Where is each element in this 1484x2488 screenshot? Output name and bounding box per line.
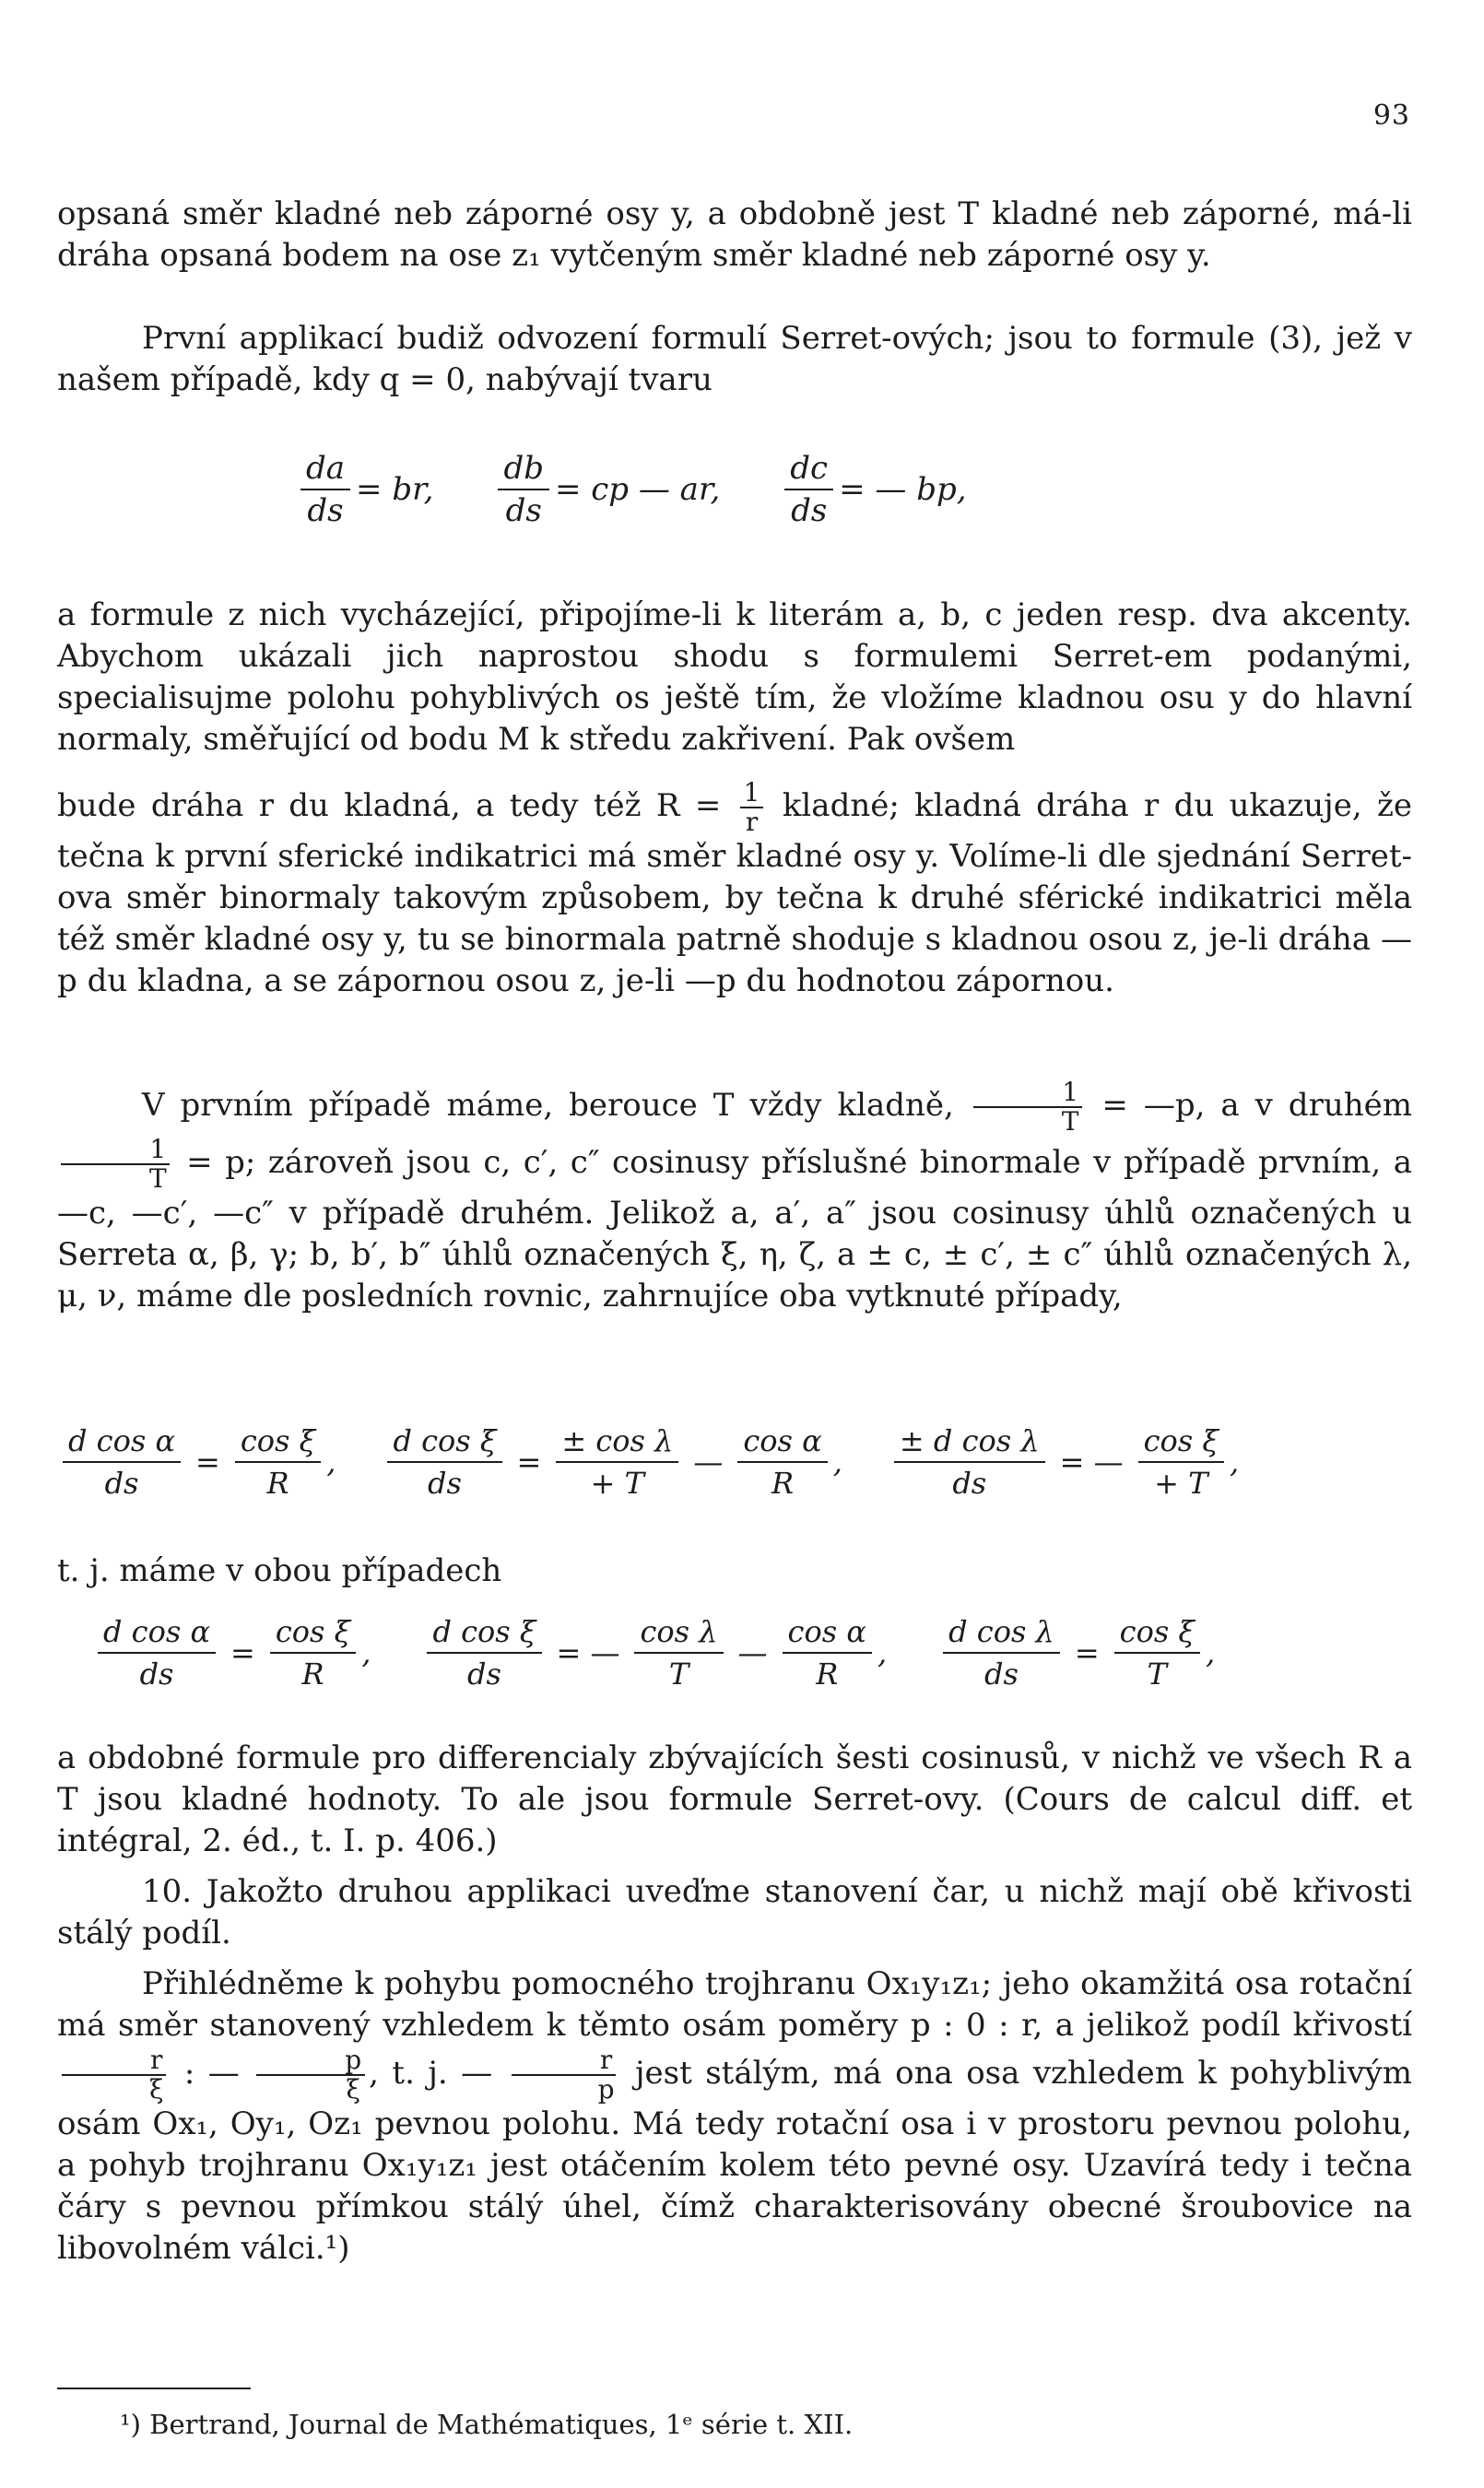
footnote-rule bbox=[57, 2388, 251, 2389]
paragraph-1: opsaná směr kladné neb záporné osy y, a obdobně jest T kladné neb záporné, má-li dráha opsaná bodem na ose z₁ vytčeným směr kladné neb záporné osy y. bbox=[57, 195, 1412, 274]
inline-fraction: $\frac{r}{\xi}$ bbox=[61, 2046, 167, 2104]
paragraph-2: První applikací budiž odvození formulí Serret-ových; jsou to formule (3), jež v našem případě, kdy q = 0, nabývají tvaru bbox=[57, 320, 1412, 398]
paragraph-4: bude dráha r du kladná, a tedy též R = $\frac{1}{r}$ kladné; kladná dráha r du ukazuje, že tečna k první sferické indikatrici má směr kladné osy y. Volíme-li dle sjednání Serret-ova směr binormaly takovým způsobem, by tečna k druhé sférické indikatrici měla též směr kladné osy y, tu se binormala patrně shoduje s kladnou osou z, je-li dráha —p du kladna, a se zápornou osou z, je-li —p du hodnotou zápornou. bbox=[57, 777, 1413, 999]
fraction: $\frac{db}{ds}$ bbox=[498, 452, 549, 527]
fraction: $\frac{\text{cos λ}}{T}$ bbox=[634, 1615, 723, 1691]
paragraph-6: t. j. máme v obou případech bbox=[57, 1552, 502, 1589]
inline-fraction: $\frac{r}{p}$ bbox=[510, 2046, 618, 2104]
fraction: $\frac{\text{cos ξ}}{R}$ bbox=[270, 1615, 356, 1691]
fraction: $\frac{\text{± cos λ}}{+ T}$ bbox=[556, 1424, 678, 1500]
fraction: $\frac{\text{d cos ξ}}{ds}$ bbox=[387, 1424, 501, 1500]
footnote: ¹) Bertrand, Journal de Mathématiques, 1ᵉ série t. XII. bbox=[120, 2409, 854, 2440]
inline-fraction: $\frac{1}{r}$ bbox=[740, 779, 764, 836]
fraction: $\frac{\text{cos ξ}}{+ T}$ bbox=[1138, 1424, 1224, 1500]
fraction: $\frac{dc}{ds}$ bbox=[784, 452, 833, 527]
paragraph-8: 10. Jakožto druhou applikaci uveďme stanovení čar, u nichž mají obě křivosti stálý podíl. bbox=[57, 1873, 1412, 1951]
equation-rhs: = br, bbox=[356, 471, 434, 508]
fraction: $\frac{\text{d cos ξ}}{ds}$ bbox=[427, 1615, 541, 1691]
inline-fraction: $\frac{1}{T}$ bbox=[61, 1136, 171, 1193]
equation-cosines-both-cases: $\frac{\text{d cos α}}{ds}$ = $\frac{\text{cos ξ}}{R}$ , $\frac{\text{d cos ξ}}{ds}$ = — $\frac{\text{cos λ}}{T}$ — $\frac{\text{cos α}}{R}$ , $\frac{\text{d cos λ}}{ds}$ = $\frac{\text{cos ξ}}{T}$ , bbox=[92, 1615, 1419, 1691]
fraction: $\frac{\text{d cos α}}{ds}$ bbox=[98, 1615, 216, 1691]
fraction: $\frac{\text{d cos α}}{ds}$ bbox=[63, 1424, 181, 1500]
inline-fraction: $\frac{p}{\xi}$ bbox=[256, 2046, 365, 2104]
equation-rhs: = cp — ar, bbox=[554, 471, 721, 508]
equation-serret-1 bbox=[295, 452, 1401, 527]
fraction: $\frac{\text{cos α}}{R}$ bbox=[783, 1615, 872, 1691]
fraction: $\frac{\text{cos ξ}}{T}$ bbox=[1114, 1615, 1200, 1691]
fraction: $\frac{\text{cos α}}{R}$ bbox=[737, 1424, 827, 1500]
inline-fraction: $\frac{1}{T}$ bbox=[973, 1079, 1083, 1136]
fraction: $\frac{da}{ds}$ bbox=[300, 452, 350, 527]
equation-cosines-general: $\frac{\text{d cos α}}{ds}$ = $\frac{\text{cos ξ}}{R}$ , $\frac{\text{d cos ξ}}{ds}$ = $\frac{\text{± cos λ}}{+ T}$ — $\frac{\text{cos α}}{R}$ , $\frac{\text{± d cos λ}}{ds}$ = — $\frac{\text{cos ξ}}{+ T}$ , bbox=[57, 1424, 1421, 1500]
paragraph-5: V prvním případě máme, berouce T vždy kladně, $\frac{1}{T}$ = —p, a v druhém $\frac{1}{T}$ = p; zároveň jsou c, c′, c″ cosinusy příslušné binormale v případě prvním, a —c, —c′, —c″ v případě druhém. Jelikož a, a′, a″ jsou cosinusy úhlů označených u Serreta α, β, γ; b, b′, b″ úhlů označených ξ, η, ζ, a ± c, ± c′, ± c″ úhlů označených λ, μ, ν, máme dle posledních rovnic, zahrnujíce oba vytknuté případy, bbox=[57, 1077, 1412, 1315]
fraction: $\frac{\text{d cos λ}}{ds}$ bbox=[943, 1615, 1060, 1691]
equation-rhs: = — bp, bbox=[839, 471, 967, 508]
fraction: $\frac{\text{± d cos λ}}{ds}$ bbox=[894, 1424, 1045, 1500]
paragraph-3: a formule z nich vycházející, připojíme-li k literám a, b, c jeden resp. dva akcenty. Abychom ukázali jich naprostou shodu s formulemi Serret-em podanými, specialisujme polohu pohyblivých os ještě tím, že vložíme kladnou osu y do hlavní normaly, směřující od bodu M k středu zakřivení. Pak ovšem bbox=[57, 596, 1412, 758]
page-number: 93 bbox=[1372, 100, 1410, 132]
paragraph-9: Přihlédněme k pohybu pomocného trojhranu Ox₁y₁z₁; jeho okamžitá osa rotační má směr stanovený vzhledem k těmto osám poměry p : 0 : r, a jelikož podíl křivostí $\frac{r}{\xi}$ : — $\frac{p}{\xi}$ , t. j. — $\frac{r}{p}$ jest stálým, má ona osa vzhledem k pohyblivým osám Ox₁, Oy₁, Oz₁ pevnou polohu. Má tedy rotační osa i v prostoru pevnou polohu, a pohyb trojhranu Ox₁y₁z₁ jest otáčením kolem této pevné osy. Uzavírá tedy i tečna čáry s pevnou přímkou stálý úhel, čímž charakterisovány obecné šroubovice na libovolném válci.¹) bbox=[57, 1965, 1412, 2267]
paragraph-7: a obdobné formule pro differencialy zbývajících šesti cosinusů, v nichž ve všech R a T jsou kladné hodnoty. To ale jsou formule Serret-ovy. (Cours de calcul diff. et intégral, 2. éd., t. I. p. 406.) bbox=[57, 1739, 1412, 1859]
fraction: $\frac{\text{cos ξ}}{R}$ bbox=[235, 1424, 321, 1500]
